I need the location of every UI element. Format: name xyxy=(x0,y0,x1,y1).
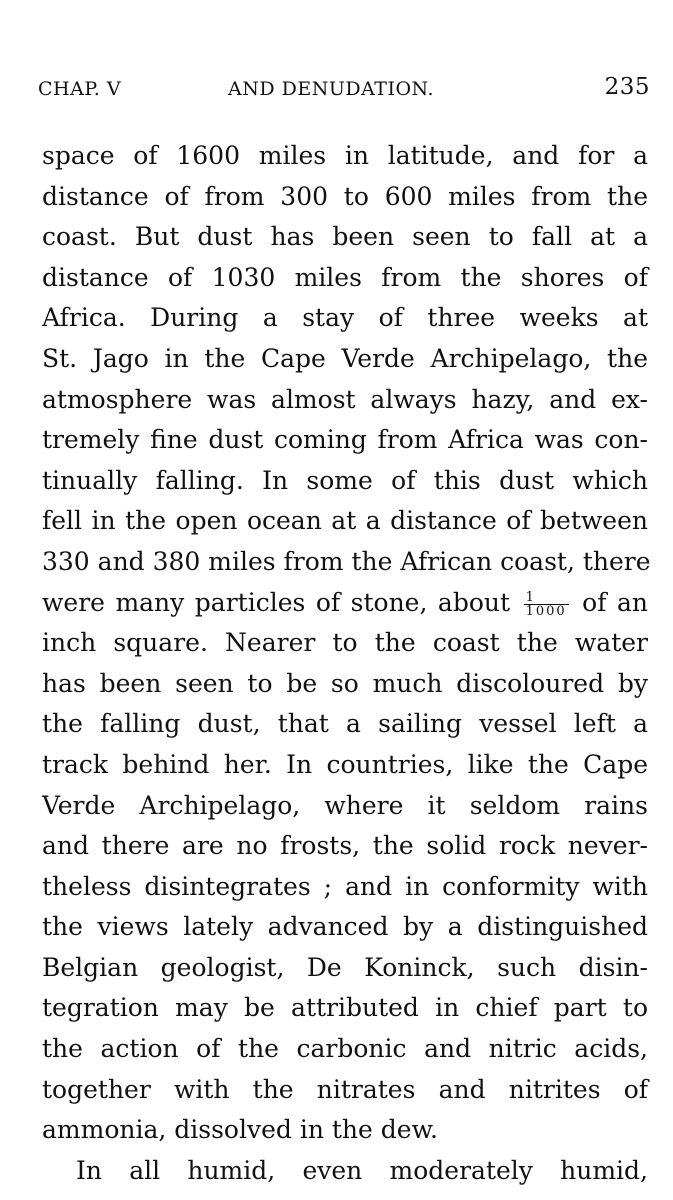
body-text xyxy=(42,136,651,1191)
text-line: atmosphere was almost always hazy, and ex- xyxy=(42,384,648,414)
text-line: fell in the open ocean at a distance of between xyxy=(42,506,648,536)
text-line: together with the nitrates and nitrites of xyxy=(42,1074,648,1104)
text-segment: of an xyxy=(582,587,648,617)
text-line: St. Jago in the Cape Verde Archipelago, the xyxy=(42,343,648,373)
fraction-denominator: 1000 xyxy=(525,603,567,619)
text-line: ammonia, dissolved in the dew. xyxy=(42,1115,438,1145)
text-line: distance of from 300 to 600 miles from the xyxy=(42,181,648,211)
text-line: Africa. During a stay of three weeks at xyxy=(42,303,648,333)
text-line: the falling dust, that a sailing vessel left a xyxy=(42,709,648,739)
running-title: AND DENUDATION. xyxy=(228,78,434,100)
page-number: 235 xyxy=(604,74,650,100)
text-line: tegration may be attributed in chief part to xyxy=(42,993,648,1023)
text-segment: were many particles of stone, about xyxy=(42,587,511,617)
text-line: and there are no frosts, the solid rock never- xyxy=(42,831,648,861)
text-line-with-fraction xyxy=(42,583,648,624)
text-line: coast. But dust has been seen to fall at a xyxy=(42,222,648,252)
text-line: theless disintegrates ; and in conformity with xyxy=(42,871,648,901)
text-line: tinually falling. In some of this dust which xyxy=(42,465,648,495)
fraction xyxy=(524,591,569,618)
text-line: track behind her. In countries, like the Cape xyxy=(42,749,648,779)
text-line: has been seen to be so much discoloured by xyxy=(42,668,648,698)
text-line: Verde Archipelago, where it seldom rains xyxy=(42,790,648,820)
running-head xyxy=(38,74,650,104)
text-line: space of 1600 miles in latitude, and for a xyxy=(42,141,648,170)
text-line: the views lately advanced by a distinguished xyxy=(42,912,648,942)
text-line: the action of the carbonic and nitric acids, xyxy=(42,1034,648,1064)
text-line: 330 and 380 miles from the African coast, there xyxy=(42,546,651,576)
text-line: Belgian geologist, De Koninck, such disin- xyxy=(42,952,648,982)
text-line: tremely fine dust coming from Africa was con- xyxy=(42,425,648,455)
text-line: In all humid, even moderately humid, xyxy=(76,1155,648,1185)
text-line: distance of 1030 miles from the shores of xyxy=(42,262,648,292)
chapter-label: CHAP. V xyxy=(38,78,122,100)
text-line: inch square. Nearer to the coast the water xyxy=(42,628,648,658)
fraction-numerator: 1 xyxy=(524,591,569,605)
